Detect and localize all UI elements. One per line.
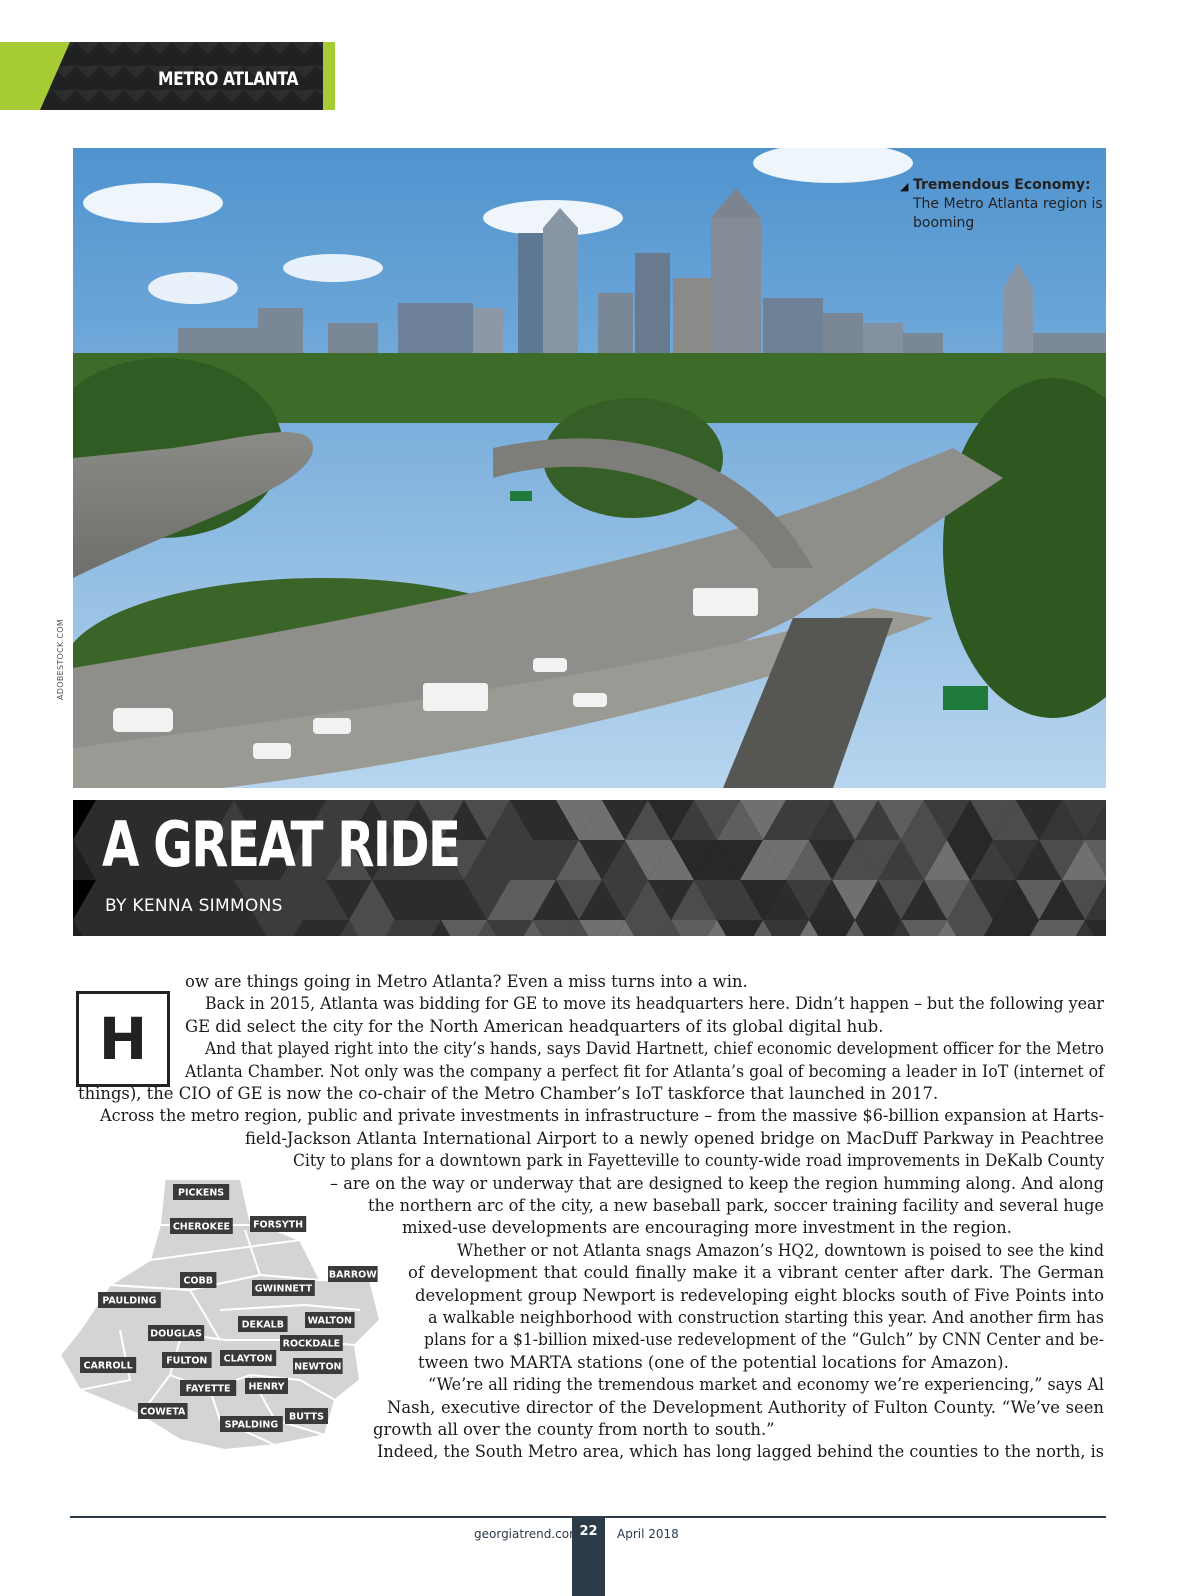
county-label: CLAYTON	[223, 1353, 273, 1365]
body-line: Nash, executive director of the Development Authority of Fulton County. “We’ve seen	[387, 1397, 1104, 1417]
body-line: tween two MARTA stations (one of the potential locations for Amazon).	[418, 1352, 1009, 1372]
photo-caption	[913, 176, 1103, 233]
county-label: FULTON	[166, 1355, 208, 1367]
body-line: Atlanta Chamber. Not only was the company a perfect fit for Atlanta’s goal of becoming a leader in IoT (internet of	[185, 1061, 1104, 1081]
body-line: mixed-use developments are encouraging more investment in the region.	[402, 1218, 1012, 1238]
body-line: things), the CIO of GE is now the co-chair of the Metro Chamber’s IoT taskforce that launched in 2017.	[78, 1084, 939, 1103]
body-line: City to plans for a downtown park in Fayetteville to county-wide road improvements in DeKalb County	[293, 1151, 1104, 1171]
county-label: CHEROKEE	[172, 1221, 230, 1233]
body-line: And that played right into the city’s hands, says David Hartnett, chief economic development officer for the Metro	[205, 1039, 1104, 1059]
byline: BY KENNA SIMMONS	[105, 896, 283, 916]
county-label: DEKALB	[241, 1319, 284, 1331]
county-label: CARROLL	[83, 1360, 133, 1372]
county-label: COWETA	[140, 1406, 186, 1418]
county-label: FORSYTH	[253, 1219, 304, 1231]
county-map	[60, 1180, 400, 1470]
county-label: FAYETTE	[185, 1383, 231, 1395]
county-label: WALTON	[307, 1315, 353, 1327]
county-label: NEWTON	[294, 1361, 342, 1373]
county-label: BUTTS	[289, 1411, 324, 1423]
body-line: development group Newport is redeveloping eight blocks south of Five Points into	[415, 1285, 1104, 1305]
body-line: Indeed, the South Metro area, which has long lagged behind the counties to the north, is	[377, 1442, 1104, 1462]
section-label: METRO ATLANTA	[158, 68, 299, 90]
caption-arrow-icon: ◢	[900, 180, 909, 193]
county-label: GWINNETT	[254, 1283, 313, 1295]
county-label: BARROW	[328, 1269, 377, 1281]
footer-website: georgiatrend.com	[474, 1527, 581, 1541]
county-label: DOUGLAS	[150, 1328, 202, 1340]
body-line: GE did select the city for the North American headquarters of its global digital hub.	[185, 1016, 884, 1036]
drop-cap: H	[76, 991, 170, 1087]
body-line: plans for a $1-billion mixed-use redevelopment of the “Gulch” by CNN Center and be-	[424, 1330, 1104, 1350]
body-line: Across the metro region, public and private investments in infrastructure – from the massive $6-billion expansion at Harts-	[100, 1106, 1104, 1126]
body-line: ow are things going in Metro Atlanta? Even a miss turns into a win.	[185, 972, 748, 991]
county-label: ROCKDALE	[282, 1338, 341, 1350]
body-line: Back in 2015, Atlanta was bidding for GE to move its headquarters here. Didn’t happen – but the following year	[205, 994, 1104, 1014]
body-line: – are on the way or underway that are designed to keep the region humming along. And along	[330, 1173, 1104, 1193]
county-label: SPALDING	[224, 1419, 279, 1431]
caption-text: The Metro Atlanta region is booming	[913, 196, 1103, 231]
county-label: COBB	[183, 1275, 213, 1287]
footer-issue-date: April 2018	[617, 1527, 679, 1541]
headline: A GREAT RIDE	[102, 808, 460, 881]
caption-title: Tremendous Economy:	[913, 177, 1091, 193]
photo-credit: ADOBESTOCK.COM	[56, 618, 65, 700]
body-line: of development that could finally make it a vibrant center after dark. The German	[408, 1263, 1104, 1283]
body-line: growth all over the county from north to south.”	[373, 1420, 775, 1439]
body-line: the northern arc of the city, a new baseball park, soccer training facility and several huge	[368, 1196, 1104, 1215]
hero-photo	[73, 148, 1106, 788]
body-line: field-Jackson Atlanta International Airport to a newly opened bridge on MacDuff Parkway in Peachtree	[245, 1128, 1104, 1148]
county-label: PICKENS	[178, 1187, 225, 1199]
body-line: a walkable neighborhood with construction starting this year. And another firm has	[428, 1308, 1104, 1327]
body-line: “We’re all riding the tremendous market and economy we’re experiencing,” says Al	[428, 1375, 1104, 1395]
county-label: HENRY	[248, 1381, 285, 1393]
body-line: Whether or not Atlanta snags Amazon’s HQ2, downtown is poised to see the kind	[457, 1240, 1104, 1260]
county-label: PAULDING	[102, 1295, 157, 1307]
page-number: 22	[579, 1524, 598, 1539]
